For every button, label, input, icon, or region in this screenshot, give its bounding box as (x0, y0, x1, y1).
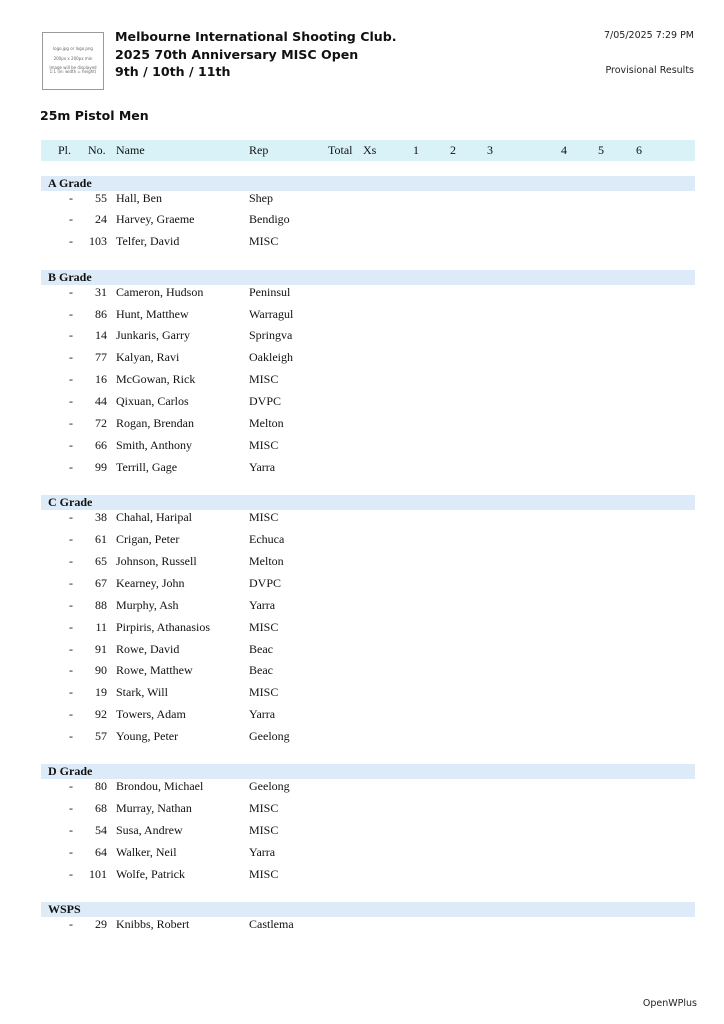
name-cell: Wolfe, Patrick (116, 867, 186, 882)
number-cell: 29 (95, 917, 107, 932)
col-name: Name (116, 143, 145, 157)
number-cell: 92 (95, 707, 107, 722)
number-cell: 72 (95, 416, 107, 431)
number-cell: 14 (95, 328, 107, 343)
results-table (41, 162, 695, 939)
table-row (41, 620, 695, 642)
number-cell: 80 (95, 779, 107, 794)
col-series-3: 3 (487, 143, 493, 157)
table-row (41, 307, 695, 329)
place-cell: - (69, 867, 73, 882)
name-cell: Susa, Andrew (116, 823, 183, 838)
place-cell: - (69, 685, 73, 700)
rep-cell: Warragul (249, 306, 294, 321)
col-series-6: 6 (636, 143, 642, 157)
results-status: Provisional Results (605, 65, 694, 76)
table-row (41, 729, 695, 751)
table-row (41, 416, 695, 438)
rep-cell: Springva (249, 328, 293, 343)
table-row (41, 917, 695, 939)
name-cell: Kearney, John (116, 575, 185, 590)
rep-cell: MISC (249, 510, 279, 525)
number-cell: 38 (95, 510, 107, 525)
name-cell: Murray, Nathan (116, 801, 192, 816)
rep-cell: Bendigo (249, 212, 290, 227)
name-cell: Johnson, Russell (116, 553, 197, 568)
table-row (41, 510, 695, 532)
col-pl: Pl. (58, 143, 72, 157)
number-cell: 65 (95, 553, 107, 568)
rep-cell: Geelong (249, 779, 290, 794)
name-cell: Pirpiris, Athanasios (116, 619, 211, 634)
place-cell: - (69, 663, 73, 678)
report-heading (115, 28, 397, 81)
number-cell: 44 (95, 394, 107, 409)
table-row (41, 801, 695, 823)
table-row (41, 845, 695, 867)
section-spacer (41, 482, 695, 496)
name-cell: Chahal, Haripal (116, 510, 192, 525)
number-cell: 91 (95, 641, 107, 656)
table-row (41, 598, 695, 620)
table-row (41, 663, 695, 685)
rep-cell: MISC (249, 619, 279, 634)
table-row (41, 532, 695, 554)
rep-cell: MISC (249, 437, 279, 452)
place-cell: - (69, 801, 73, 816)
place-cell: - (69, 707, 73, 722)
name-cell: McGowan, Rick (116, 372, 196, 387)
table-row (41, 438, 695, 460)
place-cell: - (69, 306, 73, 321)
logo-placeholder-text-3a: Image will be displayed (49, 65, 97, 70)
number-cell: 101 (89, 867, 107, 882)
number-cell: 57 (95, 729, 107, 744)
grade-name: A Grade (48, 175, 92, 190)
rep-cell: DVPC (249, 394, 282, 409)
place-cell: - (69, 917, 73, 932)
table-row (41, 779, 695, 801)
place-cell: - (69, 437, 73, 452)
logo-placeholder-text-3 (49, 66, 96, 75)
number-cell: 86 (95, 306, 107, 321)
name-cell: Rogan, Brendan (116, 416, 194, 431)
col-series-4: 4 (561, 143, 567, 157)
table-row (41, 328, 695, 350)
name-cell: Crigan, Peter (116, 532, 180, 547)
place-cell: - (69, 350, 73, 365)
section-spacer (41, 889, 695, 903)
section-spacer (41, 162, 695, 176)
number-cell: 16 (95, 372, 107, 387)
rep-cell: DVPC (249, 575, 282, 590)
table-row (41, 823, 695, 845)
place-cell: - (69, 328, 73, 343)
rep-cell: Yarra (249, 707, 276, 722)
name-cell: Young, Peter (116, 729, 179, 744)
rep-cell: Geelong (249, 729, 290, 744)
rep-cell: MISC (249, 867, 279, 882)
logo-placeholder-text-1: logo.jpg or logo.png (53, 46, 93, 52)
name-cell: Towers, Adam (116, 707, 186, 722)
place-cell: - (69, 641, 73, 656)
table-row (41, 212, 695, 234)
event-name: 2025 70th Anniversary MISC Open (115, 46, 359, 62)
col-rep: Rep (249, 143, 269, 157)
col-total: Total (328, 143, 353, 157)
table-row (41, 372, 695, 394)
name-cell: Telfer, David (116, 234, 180, 249)
number-cell: 68 (95, 801, 107, 816)
col-xs: Xs (363, 143, 377, 157)
number-cell: 11 (95, 619, 107, 634)
rep-cell: Shep (249, 190, 273, 205)
number-cell: 19 (95, 685, 107, 700)
rep-cell: MISC (249, 801, 279, 816)
table-row (41, 576, 695, 598)
logo-placeholder (42, 32, 104, 90)
number-cell: 31 (95, 284, 107, 299)
table-row (41, 285, 695, 307)
grade-header (41, 902, 695, 917)
name-cell: Stark, Will (116, 685, 168, 700)
rep-cell: Melton (249, 553, 284, 568)
place-cell: - (69, 553, 73, 568)
col-series-5: 5 (598, 143, 604, 157)
place-cell: - (69, 619, 73, 634)
name-cell: Junkaris, Garry (116, 328, 190, 343)
place-cell: - (69, 284, 73, 299)
grade-header (41, 270, 695, 285)
name-cell: Harvey, Graeme (116, 212, 195, 227)
number-cell: 67 (95, 575, 107, 590)
table-row (41, 191, 695, 213)
event-title: 25m Pistol Men (40, 108, 149, 123)
number-cell: 24 (95, 212, 107, 227)
table-row (41, 554, 695, 576)
name-cell: Cameron, Hudson (116, 284, 204, 299)
name-cell: Murphy, Ash (116, 597, 179, 612)
table-row (41, 394, 695, 416)
table-row (41, 234, 695, 256)
place-cell: - (69, 372, 73, 387)
place-cell: - (69, 845, 73, 860)
number-cell: 99 (95, 459, 107, 474)
software-footer: OpenWPlus (642, 998, 697, 1009)
rep-cell: MISC (249, 234, 279, 249)
name-cell: Walker, Neil (116, 845, 177, 860)
number-cell: 55 (95, 190, 107, 205)
rep-cell: MISC (249, 685, 279, 700)
rep-cell: Beac (249, 641, 273, 656)
number-cell: 90 (95, 663, 107, 678)
rep-cell: Peninsul (249, 284, 291, 299)
club-name: Melbourne International Shooting Club. (115, 29, 397, 44)
table-row (41, 685, 695, 707)
name-cell: Hall, Ben (116, 190, 162, 205)
rep-cell: Beac (249, 663, 273, 678)
name-cell: Terrill, Gage (116, 459, 178, 474)
number-cell: 66 (95, 437, 107, 452)
section-spacer (41, 256, 695, 270)
number-cell: 103 (89, 234, 107, 249)
grade-header (41, 176, 695, 191)
name-cell: Rowe, Matthew (116, 663, 193, 678)
report-datetime: 7/05/2025 7:29 PM (603, 30, 694, 41)
place-cell: - (69, 190, 73, 205)
place-cell: - (69, 597, 73, 612)
name-cell: Qixuan, Carlos (116, 394, 189, 409)
col-series-1: 1 (413, 143, 419, 157)
rep-cell: Yarra (249, 597, 276, 612)
grade-name: B Grade (48, 269, 92, 284)
name-cell: Hunt, Matthew (116, 306, 189, 321)
place-cell: - (69, 212, 73, 227)
rep-cell: Castlema (249, 917, 294, 932)
grade-name: C Grade (48, 495, 93, 510)
table-row (41, 867, 695, 889)
table-row (41, 707, 695, 729)
place-cell: - (69, 459, 73, 474)
rep-cell: MISC (249, 823, 279, 838)
grade-header (41, 764, 695, 779)
place-cell: - (69, 510, 73, 525)
rep-cell: MISC (249, 372, 279, 387)
rep-cell: Oakleigh (249, 350, 293, 365)
rep-cell: Melton (249, 416, 284, 431)
place-cell: - (69, 532, 73, 547)
name-cell: Brondou, Michael (116, 779, 204, 794)
col-no: No. (88, 143, 106, 157)
place-cell: - (69, 575, 73, 590)
name-cell: Knibbs, Robert (116, 917, 190, 932)
place-cell: - (69, 823, 73, 838)
number-cell: 61 (95, 532, 107, 547)
table-row (41, 350, 695, 372)
logo-placeholder-text-2: 200px x 200px min (53, 55, 93, 61)
section-spacer (41, 751, 695, 765)
place-cell: - (69, 234, 73, 249)
place-cell: - (69, 394, 73, 409)
name-cell: Smith, Anthony (116, 437, 193, 452)
number-cell: 64 (95, 845, 107, 860)
grade-name: D Grade (48, 764, 93, 779)
rep-cell: Yarra (249, 459, 276, 474)
rep-cell: Echuca (249, 532, 285, 547)
number-cell: 88 (95, 597, 107, 612)
column-header-row (41, 140, 695, 161)
grade-name: WSPS (48, 902, 81, 917)
grade-header (41, 495, 695, 510)
event-dates: 9th / 10th / 11th (115, 64, 231, 79)
number-cell: 54 (95, 823, 107, 838)
place-cell: - (69, 779, 73, 794)
rep-cell: Yarra (249, 845, 276, 860)
place-cell: - (69, 416, 73, 431)
col-series-2: 2 (450, 143, 456, 157)
table-row (41, 642, 695, 664)
name-cell: Kalyan, Ravi (116, 350, 180, 365)
name-cell: Rowe, David (116, 641, 180, 656)
table-row (41, 460, 695, 482)
number-cell: 77 (95, 350, 107, 365)
logo-placeholder-text-3b: 1:1 (ie: width = height) (49, 69, 97, 75)
place-cell: - (69, 729, 73, 744)
